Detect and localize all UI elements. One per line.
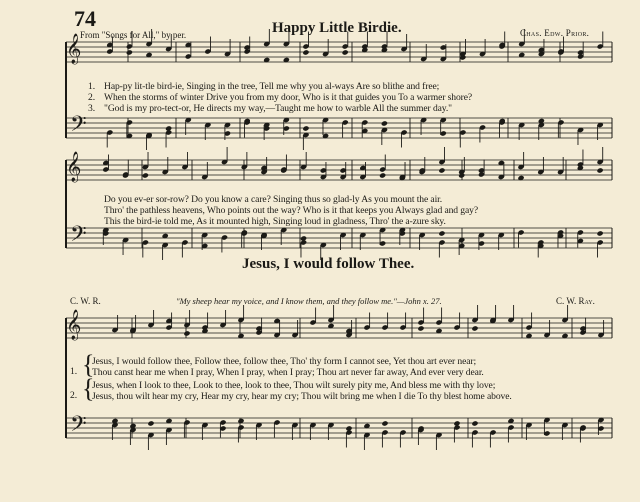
bass-clef: 𝄢 bbox=[70, 412, 87, 442]
page-number: 74 bbox=[74, 6, 96, 31]
treble-clef: 𝄞 bbox=[66, 152, 82, 182]
hymn-title: Happy Little Birdie. bbox=[272, 20, 402, 36]
bass-clef: 𝄢 bbox=[70, 222, 87, 252]
note-head bbox=[342, 49, 349, 55]
verse-number: 2. bbox=[88, 92, 96, 103]
note-head bbox=[142, 172, 149, 178]
lyric-line: This the bird-ie told me, As it mounted high, Singing loud in gladness, Thro' the a-zure sky. bbox=[104, 216, 446, 227]
note-head bbox=[597, 230, 604, 236]
note-head bbox=[183, 330, 190, 336]
note-head bbox=[300, 235, 307, 241]
note-head bbox=[417, 325, 424, 331]
brace: { bbox=[82, 374, 95, 403]
lyric-line: "God is my pro-tect-or, He directs my way,—Taught me how to warble All the summer day." bbox=[104, 103, 452, 114]
scripture-quote: "My sheep hear my voice, and I know them, and they follow me."—John x. 27. bbox=[176, 296, 442, 306]
composer-credit: C. W. Ray. bbox=[556, 296, 595, 306]
note-head bbox=[302, 49, 309, 55]
composer-credit: Chas. Edw. Prior. bbox=[520, 28, 590, 38]
note-head bbox=[471, 420, 478, 426]
note-head bbox=[379, 172, 386, 178]
lyric-line: Jesus, I would follow thee, Follow thee, follow thee, Tho' thy form I cannot see, Yet thou art ever near; bbox=[92, 356, 477, 367]
note-head bbox=[453, 420, 460, 426]
treble-clef: 𝄞 bbox=[66, 310, 82, 340]
lyric-line: Jesus, when I look to thee, Look to thee, look to thee, Thou wilt surely pity me, And bless me with thy love; bbox=[92, 380, 496, 391]
verse-number: 1. bbox=[70, 366, 78, 377]
lyric-line: Do you ev-er sor-row? Do you know a care? Singing thus so glad-ly As you mount the air. bbox=[104, 194, 443, 205]
verse-number: 3. bbox=[88, 103, 96, 114]
source-note: From "Songs for All," by per. bbox=[80, 30, 187, 40]
note-head bbox=[381, 420, 388, 426]
lyric-line: Thro' the pathless heavens, Who points out the way? Who is it that keeps you Always glad and gay? bbox=[104, 205, 479, 216]
note-head bbox=[126, 49, 133, 55]
note-head bbox=[438, 167, 445, 173]
note-head bbox=[345, 425, 352, 431]
note-head bbox=[147, 420, 154, 426]
note-head bbox=[302, 125, 309, 131]
author-credit: C. W. R. bbox=[70, 296, 101, 306]
lyric-line: Jesus, thou wilt hear my cry, Hear my cry, hear my cry; Thou wilt bring me when I die To thy blest home above. bbox=[92, 391, 512, 402]
note-head bbox=[471, 325, 478, 331]
lyric-line: Hap-py lit-tle bird-ie, Singing in the tree, Tell me why you al-ways Are so blithe and free; bbox=[104, 81, 440, 92]
lyric-line: When the storms of winter Drive you from my door, Who is it that guides you To a warmer shore? bbox=[104, 92, 473, 103]
note-head bbox=[381, 120, 388, 126]
bass-clef: 𝄢 bbox=[70, 112, 87, 142]
hymn-title: Jesus, I would follow Thee. bbox=[242, 256, 415, 272]
note-head bbox=[438, 230, 445, 236]
verse-number: 1. bbox=[88, 81, 96, 92]
note-head bbox=[165, 125, 172, 131]
lyric-line: Thou canst hear me when I pray, When I pray, when I pray; Thou art never far away, And ever very dear. bbox=[92, 367, 484, 378]
brace: { bbox=[82, 350, 95, 379]
treble-clef: 𝄞 bbox=[66, 34, 82, 64]
verse-number: 2. bbox=[70, 390, 78, 401]
note-head bbox=[597, 167, 604, 173]
